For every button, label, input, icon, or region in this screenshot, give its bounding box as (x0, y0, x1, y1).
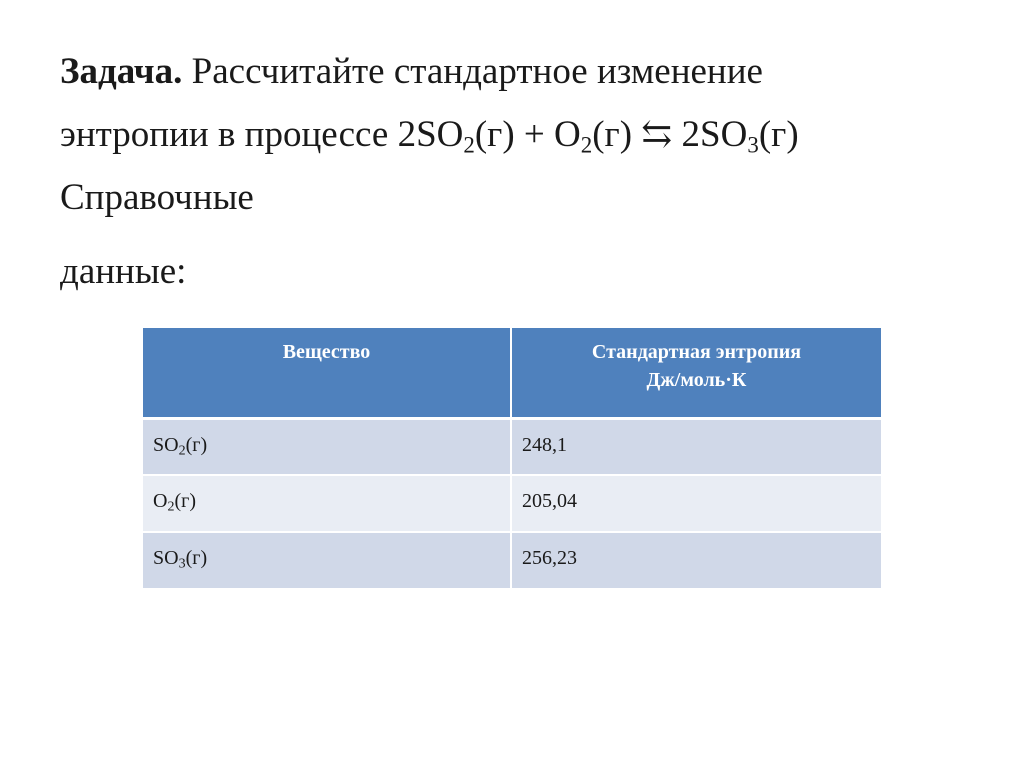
reaction-lead: энтропии в процессе 2SO (60, 114, 464, 155)
header-entropy: Стандартная энтропия Дж/моль·К (511, 328, 881, 418)
reaction-sub-3: 3 (747, 132, 759, 158)
substance-state: (г) (174, 490, 196, 512)
table-row (143, 532, 881, 589)
substance-cell (143, 475, 511, 532)
task-label: Задача. (60, 51, 183, 92)
substance-cell (143, 532, 511, 589)
entropy-table (143, 328, 881, 590)
substance-base: SO (153, 547, 179, 569)
substance-base: O (153, 490, 168, 512)
reaction-mid-2: (г) ⇆ 2SO (592, 114, 748, 155)
substance-sub: 2 (178, 443, 186, 458)
table-row (143, 475, 881, 532)
substance-sub: 3 (178, 556, 186, 572)
table-header-row (143, 328, 881, 418)
substance-state: (г) (185, 547, 208, 569)
entropy-value: 248,1 (511, 418, 881, 475)
entropy-value: 256,23 (511, 532, 881, 589)
header-substance: Вещество (143, 328, 511, 418)
reaction-sub-2: 2 (580, 132, 593, 158)
entropy-value: 205,04 (511, 475, 881, 532)
reaction-sub-1: 2 (463, 132, 475, 158)
reference-line-2: данные: (60, 251, 187, 292)
reaction-tail: (г) (758, 114, 799, 155)
substance-sub: 2 (167, 499, 175, 515)
task-line-1 (60, 50, 763, 94)
substance-base: SO (153, 433, 179, 456)
reference-line-1: Справочные (60, 177, 254, 218)
substance-cell (143, 418, 511, 475)
substance-state: (г) (185, 433, 208, 456)
table-row (143, 418, 881, 475)
task-text: Рассчитайте стандартное изменение (191, 51, 763, 92)
reaction-mid-1: (г) + O (474, 114, 581, 155)
reaction-line (60, 113, 799, 157)
